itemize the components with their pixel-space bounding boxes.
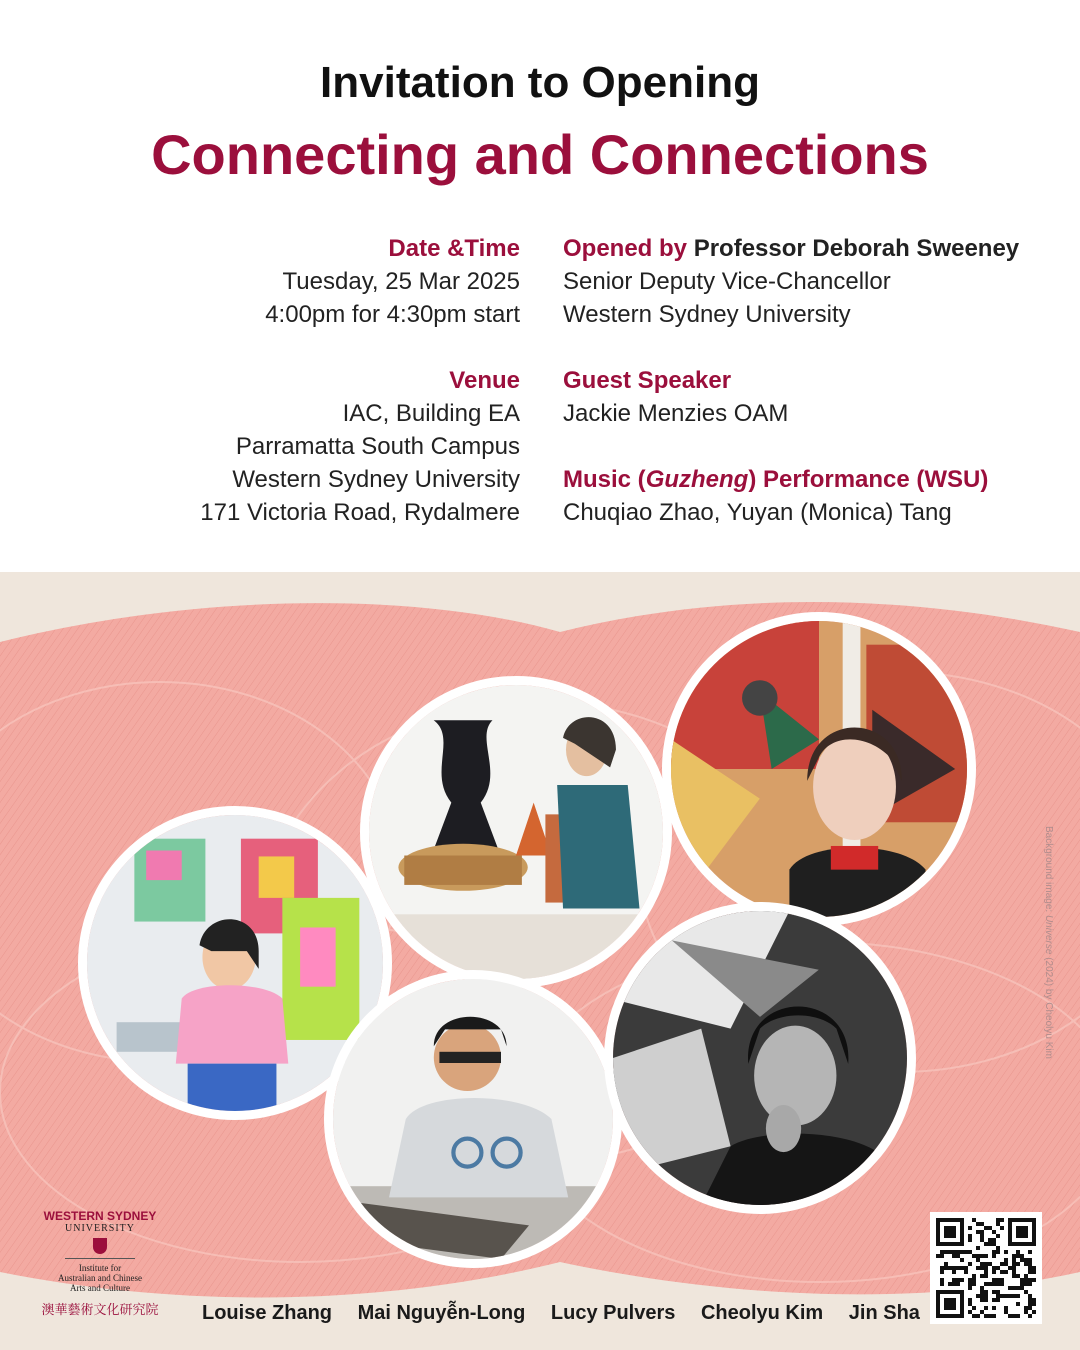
artist-names — [202, 1302, 940, 1325]
date-label: Date &Time — [388, 235, 520, 262]
venue-line: IAC, Building EA — [342, 400, 520, 427]
details-right — [563, 232, 1063, 529]
opened-name: Professor Deborah Sweeney — [693, 235, 1020, 262]
page-title: Invitation to Opening — [320, 58, 760, 107]
opened-label: Opened by — [563, 235, 688, 262]
artist-name: Mai Nguyễn-Long — [357, 1302, 526, 1324]
date-value: Tuesday, 25 Mar 2025 — [282, 268, 520, 295]
background-credit: Background image: Universe (2024) by Cheolyu Kim — [1043, 826, 1054, 1059]
exhibition-title: Connecting and Connections — [151, 123, 929, 186]
logo-chinese-text: 澳華藝術文化研究院 — [41, 1302, 159, 1317]
artist-name: Cheolyu Kim — [700, 1302, 824, 1324]
venue-line: Western Sydney University — [232, 466, 520, 493]
photo-lucy-pulvers — [662, 612, 976, 926]
music-label: Music (Guzheng) Performance (WSU) — [563, 466, 989, 493]
photo-mai-nguyen-long — [360, 676, 672, 988]
artist-name: Lucy Pulvers — [550, 1302, 676, 1324]
qr-code-icon[interactable] — [930, 1212, 1042, 1324]
logo-institute-line: Australian and Chinese — [58, 1273, 142, 1283]
speaker-label: Guest Speaker — [563, 367, 732, 394]
wsu-iac-logo — [30, 1210, 170, 1318]
opened-org: Western Sydney University — [563, 301, 851, 328]
logo-institute-line: Institute for — [78, 1263, 122, 1273]
venue-line: Parramatta South Campus — [235, 433, 520, 460]
photo-cheolyu-kim — [324, 970, 622, 1268]
shield-icon — [93, 1238, 107, 1254]
opened-role: Senior Deputy Vice-Chancellor — [563, 268, 891, 295]
photo-jin-sha — [604, 902, 916, 1214]
artist-name: Louise Zhang — [202, 1302, 332, 1324]
logo-institute-line: Arts and Culture — [70, 1283, 130, 1293]
logo-wsu-text: WESTERN SYDNEY — [43, 1209, 157, 1223]
music-performers: Chuqiao Zhao, Yuyan (Monica) Tang — [563, 499, 952, 526]
speaker-name: Jackie Menzies OAM — [563, 400, 789, 427]
details-left — [100, 232, 520, 529]
time-value: 4:00pm for 4:30pm start — [265, 301, 520, 328]
venue-label: Venue — [449, 367, 520, 394]
venue-line: 171 Victoria Road, Rydalmere — [200, 499, 520, 526]
logo-university-text: UNIVERSITY — [65, 1223, 135, 1234]
artist-name: Jin Sha — [848, 1302, 920, 1324]
